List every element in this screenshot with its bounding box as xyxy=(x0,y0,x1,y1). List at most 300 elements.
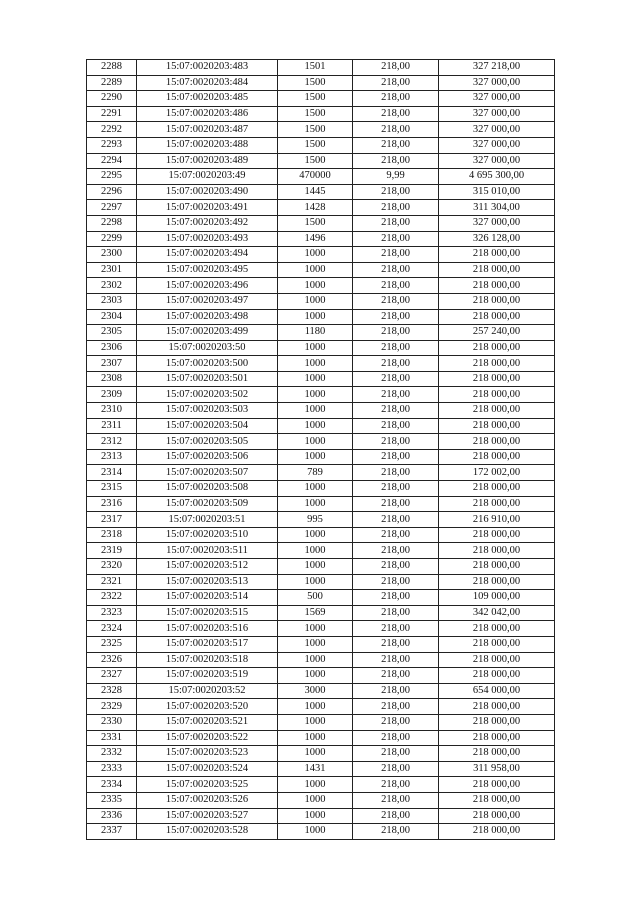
area-cell: 1000 xyxy=(278,559,353,575)
table-row xyxy=(87,746,555,762)
area-cell: 1180 xyxy=(278,325,353,341)
table-row xyxy=(87,714,555,730)
rate-cell: 218,00 xyxy=(353,215,439,231)
cadastral-number-cell: 15:07:0020203:489 xyxy=(137,153,278,169)
area-cell: 1000 xyxy=(278,621,353,637)
table-row xyxy=(87,465,555,481)
value-cell: 326 128,00 xyxy=(439,231,555,247)
rate-cell: 218,00 xyxy=(353,247,439,263)
area-cell: 1000 xyxy=(278,824,353,840)
rate-cell: 218,00 xyxy=(353,746,439,762)
value-cell: 218 000,00 xyxy=(439,496,555,512)
cadastral-number-cell: 15:07:0020203:510 xyxy=(137,527,278,543)
rate-cell: 218,00 xyxy=(353,91,439,107)
cadastral-number-cell: 15:07:0020203:496 xyxy=(137,278,278,294)
cadastral-number-cell: 15:07:0020203:497 xyxy=(137,293,278,309)
cadastral-number-cell: 15:07:0020203:492 xyxy=(137,215,278,231)
table-row xyxy=(87,169,555,185)
table-row xyxy=(87,621,555,637)
area-cell: 1000 xyxy=(278,262,353,278)
cadastral-number-cell: 15:07:0020203:488 xyxy=(137,137,278,153)
value-cell: 327 000,00 xyxy=(439,153,555,169)
row-number-cell: 2315 xyxy=(87,481,137,497)
rate-cell: 218,00 xyxy=(353,559,439,575)
value-cell: 218 000,00 xyxy=(439,434,555,450)
area-cell: 1000 xyxy=(278,730,353,746)
value-cell: 327 000,00 xyxy=(439,215,555,231)
value-cell: 315 010,00 xyxy=(439,184,555,200)
area-cell: 1000 xyxy=(278,496,353,512)
value-cell: 218 000,00 xyxy=(439,543,555,559)
value-cell: 218 000,00 xyxy=(439,714,555,730)
row-number-cell: 2309 xyxy=(87,387,137,403)
rate-cell: 218,00 xyxy=(353,605,439,621)
rate-cell: 218,00 xyxy=(353,621,439,637)
row-number-cell: 2327 xyxy=(87,668,137,684)
table-row xyxy=(87,668,555,684)
value-cell: 327 000,00 xyxy=(439,137,555,153)
value-cell: 4 695 300,00 xyxy=(439,169,555,185)
row-number-cell: 2302 xyxy=(87,278,137,294)
value-cell: 311 958,00 xyxy=(439,761,555,777)
table-row xyxy=(87,184,555,200)
value-cell: 218 000,00 xyxy=(439,730,555,746)
value-cell: 218 000,00 xyxy=(439,824,555,840)
row-number-cell: 2330 xyxy=(87,714,137,730)
rate-cell: 218,00 xyxy=(353,387,439,403)
area-cell: 1000 xyxy=(278,293,353,309)
cadastral-number-cell: 15:07:0020203:511 xyxy=(137,543,278,559)
row-number-cell: 2331 xyxy=(87,730,137,746)
row-number-cell: 2316 xyxy=(87,496,137,512)
cadastral-number-cell: 15:07:0020203:505 xyxy=(137,434,278,450)
rate-cell: 218,00 xyxy=(353,590,439,606)
table-row xyxy=(87,777,555,793)
row-number-cell: 2291 xyxy=(87,106,137,122)
row-number-cell: 2301 xyxy=(87,262,137,278)
rate-cell: 218,00 xyxy=(353,527,439,543)
row-number-cell: 2306 xyxy=(87,340,137,356)
area-cell: 3000 xyxy=(278,683,353,699)
row-number-cell: 2295 xyxy=(87,169,137,185)
rate-cell: 218,00 xyxy=(353,278,439,294)
rate-cell: 218,00 xyxy=(353,309,439,325)
cadastral-number-cell: 15:07:0020203:501 xyxy=(137,371,278,387)
rate-cell: 218,00 xyxy=(353,184,439,200)
table-row xyxy=(87,683,555,699)
rate-cell: 218,00 xyxy=(353,137,439,153)
cadastral-number-cell: 15:07:0020203:50 xyxy=(137,340,278,356)
area-cell: 1500 xyxy=(278,215,353,231)
table-row xyxy=(87,699,555,715)
value-cell: 327 000,00 xyxy=(439,106,555,122)
value-cell: 327 218,00 xyxy=(439,60,555,76)
area-cell: 500 xyxy=(278,590,353,606)
rate-cell: 218,00 xyxy=(353,340,439,356)
cadastral-number-cell: 15:07:0020203:521 xyxy=(137,714,278,730)
area-cell: 1000 xyxy=(278,418,353,434)
area-cell: 1000 xyxy=(278,543,353,559)
cadastral-number-cell: 15:07:0020203:485 xyxy=(137,91,278,107)
value-cell: 257 240,00 xyxy=(439,325,555,341)
value-cell: 218 000,00 xyxy=(439,449,555,465)
cadastral-number-cell: 15:07:0020203:491 xyxy=(137,200,278,216)
area-cell: 1000 xyxy=(278,527,353,543)
area-cell: 1000 xyxy=(278,309,353,325)
table-row xyxy=(87,792,555,808)
value-cell: 327 000,00 xyxy=(439,122,555,138)
value-cell: 216 910,00 xyxy=(439,512,555,528)
rate-cell: 218,00 xyxy=(353,808,439,824)
rate-cell: 218,00 xyxy=(353,574,439,590)
row-number-cell: 2333 xyxy=(87,761,137,777)
table-row xyxy=(87,512,555,528)
rate-cell: 218,00 xyxy=(353,449,439,465)
table-row xyxy=(87,247,555,263)
table-row xyxy=(87,387,555,403)
table-row xyxy=(87,403,555,419)
value-cell: 218 000,00 xyxy=(439,559,555,575)
area-cell: 1000 xyxy=(278,247,353,263)
area-cell: 1000 xyxy=(278,777,353,793)
cadastral-number-cell: 15:07:0020203:503 xyxy=(137,403,278,419)
rate-cell: 218,00 xyxy=(353,434,439,450)
value-cell: 218 000,00 xyxy=(439,293,555,309)
value-cell: 172 002,00 xyxy=(439,465,555,481)
rate-cell: 218,00 xyxy=(353,668,439,684)
row-number-cell: 2319 xyxy=(87,543,137,559)
row-number-cell: 2329 xyxy=(87,699,137,715)
row-number-cell: 2312 xyxy=(87,434,137,450)
area-cell: 1000 xyxy=(278,792,353,808)
rate-cell: 218,00 xyxy=(353,293,439,309)
area-cell: 1000 xyxy=(278,449,353,465)
row-number-cell: 2313 xyxy=(87,449,137,465)
cadastral-number-cell: 15:07:0020203:517 xyxy=(137,636,278,652)
cadastral-number-cell: 15:07:0020203:483 xyxy=(137,60,278,76)
rate-cell: 218,00 xyxy=(353,636,439,652)
cadastral-number-cell: 15:07:0020203:520 xyxy=(137,699,278,715)
value-cell: 342 042,00 xyxy=(439,605,555,621)
area-cell: 1000 xyxy=(278,278,353,294)
rate-cell: 218,00 xyxy=(353,325,439,341)
table-row xyxy=(87,153,555,169)
cadastral-number-cell: 15:07:0020203:52 xyxy=(137,683,278,699)
cadastral-number-cell: 15:07:0020203:523 xyxy=(137,746,278,762)
row-number-cell: 2293 xyxy=(87,137,137,153)
rate-cell: 218,00 xyxy=(353,792,439,808)
row-number-cell: 2334 xyxy=(87,777,137,793)
value-cell: 327 000,00 xyxy=(439,91,555,107)
rate-cell: 218,00 xyxy=(353,153,439,169)
table-row xyxy=(87,449,555,465)
area-cell: 1569 xyxy=(278,605,353,621)
rate-cell: 218,00 xyxy=(353,122,439,138)
value-cell: 218 000,00 xyxy=(439,527,555,543)
table-row xyxy=(87,215,555,231)
rate-cell: 218,00 xyxy=(353,714,439,730)
value-cell: 218 000,00 xyxy=(439,746,555,762)
area-cell: 1000 xyxy=(278,574,353,590)
rate-cell: 218,00 xyxy=(353,231,439,247)
area-cell: 1445 xyxy=(278,184,353,200)
value-cell: 218 000,00 xyxy=(439,636,555,652)
table-row xyxy=(87,60,555,76)
rate-cell: 218,00 xyxy=(353,777,439,793)
rate-cell: 218,00 xyxy=(353,481,439,497)
value-cell: 218 000,00 xyxy=(439,777,555,793)
value-cell: 218 000,00 xyxy=(439,262,555,278)
cadastral-number-cell: 15:07:0020203:525 xyxy=(137,777,278,793)
value-cell: 218 000,00 xyxy=(439,309,555,325)
row-number-cell: 2337 xyxy=(87,824,137,840)
row-number-cell: 2292 xyxy=(87,122,137,138)
rate-cell: 218,00 xyxy=(353,683,439,699)
rate-cell: 218,00 xyxy=(353,699,439,715)
area-cell: 1000 xyxy=(278,403,353,419)
table-row xyxy=(87,231,555,247)
cadastral-number-cell: 15:07:0020203:513 xyxy=(137,574,278,590)
value-cell: 218 000,00 xyxy=(439,387,555,403)
area-cell: 1000 xyxy=(278,371,353,387)
rate-cell: 218,00 xyxy=(353,543,439,559)
table-row xyxy=(87,278,555,294)
value-cell: 218 000,00 xyxy=(439,418,555,434)
cadastral-number-cell: 15:07:0020203:524 xyxy=(137,761,278,777)
rate-cell: 218,00 xyxy=(353,512,439,528)
table-row xyxy=(87,418,555,434)
row-number-cell: 2325 xyxy=(87,636,137,652)
table-row xyxy=(87,636,555,652)
cadastral-number-cell: 15:07:0020203:51 xyxy=(137,512,278,528)
rate-cell: 218,00 xyxy=(353,418,439,434)
row-number-cell: 2321 xyxy=(87,574,137,590)
table-row xyxy=(87,496,555,512)
row-number-cell: 2318 xyxy=(87,527,137,543)
table-row xyxy=(87,605,555,621)
table-row xyxy=(87,481,555,497)
cadastral-number-cell: 15:07:0020203:526 xyxy=(137,792,278,808)
area-cell: 1000 xyxy=(278,340,353,356)
cadastral-number-cell: 15:07:0020203:504 xyxy=(137,418,278,434)
row-number-cell: 2322 xyxy=(87,590,137,606)
cadastral-number-cell: 15:07:0020203:486 xyxy=(137,106,278,122)
table-row xyxy=(87,371,555,387)
cadastral-number-cell: 15:07:0020203:519 xyxy=(137,668,278,684)
area-cell: 995 xyxy=(278,512,353,528)
cadastral-number-cell: 15:07:0020203:527 xyxy=(137,808,278,824)
table-row xyxy=(87,262,555,278)
area-cell: 470000 xyxy=(278,169,353,185)
row-number-cell: 2323 xyxy=(87,605,137,621)
cadastral-number-cell: 15:07:0020203:499 xyxy=(137,325,278,341)
cadastral-number-cell: 15:07:0020203:493 xyxy=(137,231,278,247)
table-row xyxy=(87,122,555,138)
cadastral-number-cell: 15:07:0020203:495 xyxy=(137,262,278,278)
table-row xyxy=(87,106,555,122)
row-number-cell: 2289 xyxy=(87,75,137,91)
table-row xyxy=(87,543,555,559)
table-row xyxy=(87,356,555,372)
table-row xyxy=(87,340,555,356)
cadastral-number-cell: 15:07:0020203:515 xyxy=(137,605,278,621)
area-cell: 789 xyxy=(278,465,353,481)
area-cell: 1428 xyxy=(278,200,353,216)
table-row xyxy=(87,652,555,668)
area-cell: 1431 xyxy=(278,761,353,777)
row-number-cell: 2303 xyxy=(87,293,137,309)
table-row xyxy=(87,527,555,543)
area-cell: 1000 xyxy=(278,434,353,450)
value-cell: 218 000,00 xyxy=(439,574,555,590)
row-number-cell: 2304 xyxy=(87,309,137,325)
row-number-cell: 2314 xyxy=(87,465,137,481)
value-cell: 218 000,00 xyxy=(439,699,555,715)
row-number-cell: 2307 xyxy=(87,356,137,372)
value-cell: 311 304,00 xyxy=(439,200,555,216)
value-cell: 218 000,00 xyxy=(439,668,555,684)
value-cell: 218 000,00 xyxy=(439,792,555,808)
rate-cell: 218,00 xyxy=(353,106,439,122)
cadastral-number-cell: 15:07:0020203:516 xyxy=(137,621,278,637)
table-row xyxy=(87,200,555,216)
row-number-cell: 2320 xyxy=(87,559,137,575)
table-row xyxy=(87,761,555,777)
table-row xyxy=(87,559,555,575)
rate-cell: 218,00 xyxy=(353,824,439,840)
rate-cell: 218,00 xyxy=(353,200,439,216)
area-cell: 1500 xyxy=(278,122,353,138)
row-number-cell: 2310 xyxy=(87,403,137,419)
cadastral-number-cell: 15:07:0020203:484 xyxy=(137,75,278,91)
value-cell: 218 000,00 xyxy=(439,247,555,263)
row-number-cell: 2317 xyxy=(87,512,137,528)
rate-cell: 218,00 xyxy=(353,75,439,91)
cadastral-number-cell: 15:07:0020203:487 xyxy=(137,122,278,138)
row-number-cell: 2300 xyxy=(87,247,137,263)
rate-cell: 218,00 xyxy=(353,730,439,746)
row-number-cell: 2298 xyxy=(87,215,137,231)
area-cell: 1500 xyxy=(278,153,353,169)
table-row xyxy=(87,574,555,590)
rate-cell: 9,99 xyxy=(353,169,439,185)
cadastral-number-cell: 15:07:0020203:506 xyxy=(137,449,278,465)
cadastral-number-cell: 15:07:0020203:509 xyxy=(137,496,278,512)
row-number-cell: 2305 xyxy=(87,325,137,341)
value-cell: 654 000,00 xyxy=(439,683,555,699)
row-number-cell: 2324 xyxy=(87,621,137,637)
row-number-cell: 2308 xyxy=(87,371,137,387)
value-cell: 218 000,00 xyxy=(439,278,555,294)
cadastral-number-cell: 15:07:0020203:490 xyxy=(137,184,278,200)
row-number-cell: 2332 xyxy=(87,746,137,762)
cadastral-number-cell: 15:07:0020203:518 xyxy=(137,652,278,668)
row-number-cell: 2288 xyxy=(87,60,137,76)
table-row xyxy=(87,293,555,309)
cadastral-number-cell: 15:07:0020203:49 xyxy=(137,169,278,185)
cadastral-number-cell: 15:07:0020203:494 xyxy=(137,247,278,263)
area-cell: 1000 xyxy=(278,699,353,715)
area-cell: 1000 xyxy=(278,356,353,372)
value-cell: 109 000,00 xyxy=(439,590,555,606)
area-cell: 1501 xyxy=(278,60,353,76)
row-number-cell: 2326 xyxy=(87,652,137,668)
area-cell: 1500 xyxy=(278,106,353,122)
row-number-cell: 2336 xyxy=(87,808,137,824)
area-cell: 1000 xyxy=(278,668,353,684)
cadastral-number-cell: 15:07:0020203:528 xyxy=(137,824,278,840)
table-row xyxy=(87,808,555,824)
value-cell: 218 000,00 xyxy=(439,340,555,356)
table-row xyxy=(87,309,555,325)
table-row xyxy=(87,325,555,341)
table-body xyxy=(87,60,555,840)
rate-cell: 218,00 xyxy=(353,652,439,668)
area-cell: 1496 xyxy=(278,231,353,247)
table-row xyxy=(87,91,555,107)
rate-cell: 218,00 xyxy=(353,761,439,777)
row-number-cell: 2311 xyxy=(87,418,137,434)
table-row xyxy=(87,434,555,450)
area-cell: 1000 xyxy=(278,652,353,668)
row-number-cell: 2328 xyxy=(87,683,137,699)
cadastral-number-cell: 15:07:0020203:498 xyxy=(137,309,278,325)
value-cell: 218 000,00 xyxy=(439,808,555,824)
cadastral-number-cell: 15:07:0020203:500 xyxy=(137,356,278,372)
area-cell: 1000 xyxy=(278,481,353,497)
table-row xyxy=(87,730,555,746)
row-number-cell: 2299 xyxy=(87,231,137,247)
value-cell: 218 000,00 xyxy=(439,403,555,419)
area-cell: 1500 xyxy=(278,91,353,107)
row-number-cell: 2297 xyxy=(87,200,137,216)
row-number-cell: 2294 xyxy=(87,153,137,169)
cadastral-number-cell: 15:07:0020203:512 xyxy=(137,559,278,575)
table-row xyxy=(87,590,555,606)
value-cell: 218 000,00 xyxy=(439,371,555,387)
rate-cell: 218,00 xyxy=(353,356,439,372)
rate-cell: 218,00 xyxy=(353,403,439,419)
area-cell: 1000 xyxy=(278,714,353,730)
area-cell: 1000 xyxy=(278,808,353,824)
rate-cell: 218,00 xyxy=(353,60,439,76)
area-cell: 1500 xyxy=(278,75,353,91)
row-number-cell: 2296 xyxy=(87,184,137,200)
table-row xyxy=(87,75,555,91)
rate-cell: 218,00 xyxy=(353,496,439,512)
value-cell: 218 000,00 xyxy=(439,356,555,372)
cadastral-number-cell: 15:07:0020203:522 xyxy=(137,730,278,746)
cadastral-number-cell: 15:07:0020203:514 xyxy=(137,590,278,606)
area-cell: 1000 xyxy=(278,387,353,403)
cadastral-table xyxy=(86,59,555,840)
row-number-cell: 2290 xyxy=(87,91,137,107)
area-cell: 1500 xyxy=(278,137,353,153)
cadastral-number-cell: 15:07:0020203:502 xyxy=(137,387,278,403)
area-cell: 1000 xyxy=(278,636,353,652)
area-cell: 1000 xyxy=(278,746,353,762)
table-row xyxy=(87,137,555,153)
value-cell: 218 000,00 xyxy=(439,621,555,637)
table-row xyxy=(87,824,555,840)
rate-cell: 218,00 xyxy=(353,262,439,278)
value-cell: 218 000,00 xyxy=(439,481,555,497)
rate-cell: 218,00 xyxy=(353,371,439,387)
value-cell: 218 000,00 xyxy=(439,652,555,668)
rate-cell: 218,00 xyxy=(353,465,439,481)
value-cell: 327 000,00 xyxy=(439,75,555,91)
cadastral-number-cell: 15:07:0020203:507 xyxy=(137,465,278,481)
